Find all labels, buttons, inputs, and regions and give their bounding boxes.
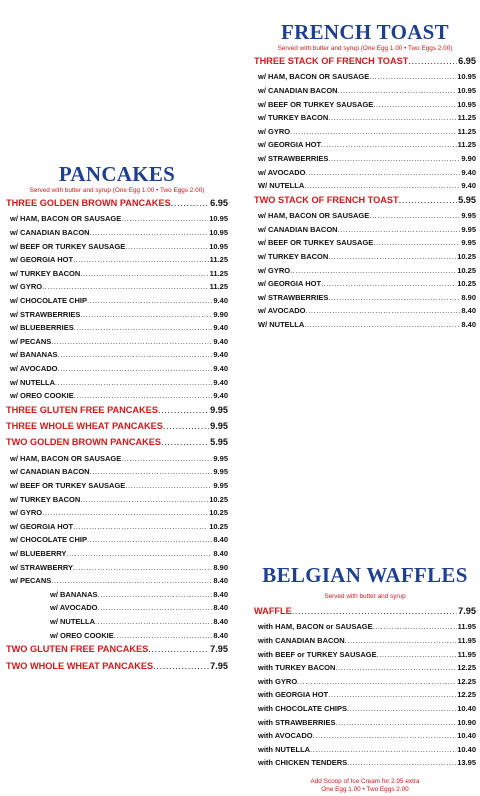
menu-item [6, 522, 228, 536]
menu-item-name: w/ GEORGIA HOT [258, 279, 322, 289]
menu-item [6, 590, 228, 604]
menu-item [254, 195, 476, 211]
dot-leader [399, 195, 458, 205]
dot-leader [51, 576, 212, 585]
pancakes-section [6, 162, 228, 677]
dot-leader [336, 718, 457, 727]
menu-item [6, 467, 228, 481]
menu-item-price: 9.40 [213, 377, 228, 387]
dot-leader [55, 378, 212, 387]
dot-leader [373, 100, 456, 109]
dot-leader [347, 758, 456, 767]
menu-item-name: w/ GEORGIA HOT [258, 140, 322, 150]
menu-item [6, 337, 228, 351]
menu-item-price: 9.40 [213, 363, 228, 373]
menu-item [254, 86, 476, 100]
menu-item-price: 9.95 [210, 404, 228, 415]
menu-item-name: w/ CANADIAN BACON [258, 224, 338, 234]
dot-leader [328, 154, 460, 163]
menu-item-price: 8.40 [213, 589, 228, 599]
menu-item-name: TWO WHOLE WHEAT PANCAKES [6, 660, 154, 671]
dot-leader [171, 198, 209, 208]
menu-item-name: with CHICKEN TENDERS [258, 758, 348, 768]
menu-item-price: 9.95 [213, 453, 228, 463]
menu-item-price: 10.25 [457, 265, 476, 275]
dot-leader [335, 663, 456, 672]
menu-item-price: 10.95 [457, 85, 476, 95]
menu-item-price: 8.40 [213, 630, 228, 640]
menu-item [6, 535, 228, 549]
menu-item [6, 255, 228, 269]
menu-item [6, 391, 228, 405]
menu-item-price: 11.25 [209, 268, 228, 278]
menu-item-name: w/ CANADIAN BACON [10, 467, 90, 477]
menu-item-name: W/ NUTELLA [258, 181, 305, 191]
menu-item [254, 320, 476, 334]
menu-item [254, 306, 476, 320]
menu-item-price: 10.25 [457, 279, 476, 289]
dot-leader [125, 481, 212, 490]
menu-item [254, 650, 476, 664]
menu-item-price: 10.25 [209, 508, 228, 518]
menu-item-price: 12.25 [457, 690, 476, 700]
pancakes-title: PANCAKES [58, 162, 176, 186]
dot-leader [373, 622, 457, 631]
menu-item [254, 238, 476, 252]
menu-item [254, 636, 476, 650]
menu-item-name: w/ GYRO [10, 282, 43, 292]
menu-item [254, 704, 476, 718]
menu-item-name: w/ BLUEBERRIES [10, 323, 74, 333]
menu-item-name: w/ CANADIAN BACON [10, 227, 90, 237]
menu-item-price: 9.95 [461, 211, 476, 221]
menu-item-price: 9.40 [461, 167, 476, 177]
dot-leader [90, 228, 209, 237]
menu-item-name: w/ GYRO [10, 508, 43, 518]
dot-leader [95, 617, 212, 626]
waffles-subtitle: Served with butter and syrup [324, 593, 406, 600]
menu-item-name: with GYRO [258, 676, 298, 686]
menu-item [6, 310, 228, 324]
menu-item [6, 378, 228, 392]
menu-item-name: w/ GYRO [258, 265, 291, 275]
dot-leader [98, 590, 213, 599]
menu-item-price: 5.95 [210, 437, 228, 448]
menu-item-price: 10.95 [457, 72, 476, 82]
dot-leader [408, 56, 457, 66]
menu-item [254, 293, 476, 307]
menu-item-name: w/ TURKEY BACON [258, 113, 329, 123]
menu-item-name: w/ NUTELLA [10, 377, 55, 387]
menu-item-name: w/ AVOCADO [50, 603, 98, 613]
menu-item-name: w/ GEORGIA HOT [10, 521, 74, 531]
menu-item-price: 8.40 [213, 535, 228, 545]
dot-leader [153, 661, 209, 671]
menu-item-price: 9.95 [213, 467, 228, 477]
dot-leader [369, 72, 456, 81]
dot-leader [163, 421, 209, 431]
dot-leader [161, 437, 209, 447]
menu-item-price: 8.40 [213, 603, 228, 613]
menu-item-name: w/ PECANS [10, 336, 52, 346]
dot-leader [292, 606, 457, 616]
menu-item [6, 421, 228, 437]
dot-leader [290, 127, 457, 136]
menu-item [254, 606, 476, 622]
menu-item-price: 9.95 [210, 421, 228, 432]
waffles-list [254, 606, 476, 772]
menu-item [6, 644, 228, 660]
menu-item [254, 72, 476, 86]
dot-leader [74, 323, 213, 332]
menu-item-name: W/ NUTELLA [258, 319, 305, 329]
menu-item [6, 364, 228, 378]
menu-item [6, 437, 228, 453]
dot-leader [87, 296, 212, 305]
menu-item [6, 481, 228, 495]
menu-item-price: 10.95 [457, 99, 476, 109]
menu-item-price: 10.90 [457, 717, 476, 727]
menu-item [254, 127, 476, 141]
menu-item [6, 242, 228, 256]
dot-leader [321, 140, 457, 149]
menu-item-name: w/ NUTELLA [50, 617, 95, 626]
menu-item-name: with AVOCADO [258, 731, 313, 741]
menu-item-name: with CANADIAN BACON [258, 635, 345, 645]
menu-item-name: w/ OREO COOKIE [50, 630, 114, 640]
menu-item [254, 211, 476, 225]
menu-item [6, 617, 228, 631]
menu-item-price: 9.95 [213, 481, 228, 491]
dot-leader [304, 320, 460, 329]
dot-leader [373, 238, 460, 247]
dot-leader [290, 266, 456, 275]
menu-item-price: 9.40 [213, 336, 228, 346]
dot-leader [304, 181, 460, 190]
menu-item-price: 9.40 [461, 181, 476, 191]
menu-item [6, 603, 228, 617]
dot-leader [125, 242, 208, 251]
dot-leader [58, 364, 213, 373]
dot-leader [80, 495, 208, 504]
menu-item [6, 269, 228, 283]
menu-item-price: 5.95 [458, 194, 476, 205]
menu-item-name: w/ BLUEBERRY [10, 549, 67, 559]
menu-item-name: w/ STRAWBERRY [10, 562, 74, 572]
dot-leader [114, 631, 213, 640]
menu-item-name: w/ TURKEY BACON [10, 268, 81, 278]
french-toast-section [254, 20, 476, 333]
menu-item [254, 731, 476, 745]
menu-item-price: 11.95 [457, 622, 476, 632]
menu-item-price: 11.95 [457, 649, 476, 659]
menu-item-price: 8.90 [461, 292, 476, 302]
menu-item [6, 296, 228, 310]
menu-item [254, 758, 476, 772]
menu-item-price: 9.40 [213, 350, 228, 360]
dot-leader [328, 690, 456, 699]
menu-item [254, 56, 476, 72]
dot-leader [313, 731, 457, 740]
menu-item-price: 9.40 [213, 391, 228, 401]
menu-item-name: w/ AVOCADO [258, 306, 306, 316]
dot-leader [80, 269, 208, 278]
menu-item-price: 8.90 [213, 562, 228, 572]
dot-leader [121, 214, 208, 223]
menu-item-price: 10.25 [209, 521, 228, 531]
menu-item-price: 6.95 [458, 56, 476, 66]
dot-leader [51, 337, 212, 346]
menu-item-price: 9.40 [213, 323, 228, 333]
menu-item-name: with HAM, BACON or SAUSAGE [258, 622, 373, 632]
menu-item [6, 198, 228, 214]
menu-item-name: w/ HAM, BACON OR SAUSAGE [10, 214, 122, 224]
menu-item-name: w/ BANANAS [10, 350, 58, 360]
menu-item [254, 718, 476, 732]
dot-leader [66, 549, 212, 558]
menu-item-name: w/ STRAWBERRIES [258, 153, 329, 163]
menu-item-price: 8.40 [461, 306, 476, 316]
menu-item-name: w/ AVOCADO [258, 167, 306, 177]
menu-item-name: w/ OREO COOKIE [10, 391, 74, 401]
dot-leader [80, 310, 212, 319]
menu-item [254, 690, 476, 704]
dot-leader [321, 279, 456, 288]
menu-item-price: 11.95 [457, 635, 476, 645]
menu-item-name: w/ BANANAS [50, 589, 98, 599]
menu-item [6, 454, 228, 468]
menu-item-price: 13.95 [457, 758, 476, 768]
menu-item [254, 252, 476, 266]
menu-item-name: w/ BEEF OR TURKEY SAUSAGE [258, 99, 374, 109]
menu-item-name: with TURKEY BACON [258, 663, 336, 673]
menu-item-name: w/ BEEF OR TURKEY SAUSAGE [10, 241, 126, 251]
menu-item-name: with NUTELLA [258, 744, 311, 754]
menu-item [6, 350, 228, 364]
menu-item [6, 576, 228, 590]
menu-item-name: w/ STRAWBERRIES [258, 292, 329, 302]
menu-item-price: 11.25 [457, 140, 476, 150]
dot-leader [328, 293, 460, 302]
menu-item-name: w/ STRAWBERRIES [10, 309, 81, 319]
waffles-section [254, 563, 476, 794]
menu-item-name: w/ HAM, BACON OR SAUSAGE [10, 453, 122, 463]
dot-leader [328, 252, 456, 261]
dot-leader [347, 704, 456, 713]
menu-item-name: TWO GOLDEN BROWN PANCAKES [6, 437, 161, 448]
menu-item-price: 10.40 [457, 744, 476, 754]
menu-item-price: 11.25 [209, 255, 228, 265]
menu-item-name: w/ TURKEY BACON [258, 251, 329, 261]
menu-item [6, 282, 228, 296]
menu-item [254, 168, 476, 182]
menu-item-name: w/ AVOCADO [10, 363, 58, 373]
dot-leader [158, 405, 209, 415]
dot-leader [328, 113, 456, 122]
menu-item-price: 11.25 [457, 126, 476, 136]
dot-leader [306, 306, 461, 315]
menu-item-name: THREE GLUTEN FREE PANCAKES [6, 404, 158, 415]
menu-item-price: 8.40 [213, 576, 228, 586]
menu-item [254, 154, 476, 168]
menu-item-name: w/ HAM, BACON OR SAUSAGE [258, 211, 370, 221]
menu-item-name: TWO GLUTEN FREE PANCAKES [6, 644, 149, 655]
french-toast-list [254, 56, 476, 333]
menu-item-price: 10.25 [457, 251, 476, 261]
french-toast-subtitle: Served with butter and syrup (One Egg 1.00 • Two Eggs 2.00) [277, 45, 453, 52]
menu-item-name: w/ GEORGIA HOT [10, 255, 74, 265]
menu-item [254, 140, 476, 154]
menu-item-price: 10.40 [457, 731, 476, 741]
menu-item-name: w/ BEEF OR TURKEY SAUSAGE [10, 481, 126, 491]
menu-item-price: 10.25 [209, 494, 228, 504]
menu-item-price: 8.40 [213, 549, 228, 559]
menu-item-price: 12.25 [457, 676, 476, 686]
menu-item-name: w/ BEEF OR TURKEY SAUSAGE [258, 238, 374, 248]
menu-item-name: w/ CHOCOLATE CHIP [10, 535, 87, 545]
menu-item [254, 663, 476, 677]
menu-item [254, 622, 476, 636]
menu-item-name: TWO STACK OF FRENCH TOAST [254, 194, 399, 205]
menu-item [6, 661, 228, 677]
menu-item-name: WAFFLE [254, 606, 292, 616]
dot-leader [73, 563, 212, 572]
menu-item-price: 10.95 [209, 214, 228, 224]
dot-leader [369, 211, 460, 220]
waffles-title: BELGIAN WAFFLES [262, 563, 468, 587]
menu-item [254, 181, 476, 195]
menu-item [254, 113, 476, 127]
menu-item-name: w/ HAM, BACON OR SAUSAGE [258, 72, 370, 82]
pancakes-subtitle: Served with butter and syrup (One Egg 1.00 • Two Eggs 2.00) [29, 187, 205, 194]
menu-item-name: THREE GOLDEN BROWN PANCAKES [6, 198, 171, 208]
menu-item-name: THREE WHOLE WHEAT PANCAKES [6, 421, 163, 432]
menu-item [254, 266, 476, 280]
menu-item-price: 10.95 [209, 227, 228, 237]
menu-item [254, 677, 476, 691]
menu-item-price: 8.40 [213, 617, 228, 626]
menu-item-price: 10.40 [457, 703, 476, 713]
menu-item [254, 100, 476, 114]
menu-item [6, 214, 228, 228]
dot-leader [338, 225, 461, 234]
menu-item [6, 508, 228, 522]
menu-item-price: 8.40 [461, 319, 476, 329]
menu-item-name: w/ CANADIAN BACON [258, 85, 338, 95]
dot-leader [306, 168, 461, 177]
dot-leader [148, 644, 209, 654]
menu-item-name: w/ GYRO [258, 126, 291, 136]
dot-leader [310, 745, 456, 754]
menu-item-name: with GEORGIA HOT [258, 690, 329, 700]
pancakes-list [6, 198, 228, 677]
dot-leader [87, 535, 212, 544]
menu-item-price: 9.40 [213, 295, 228, 305]
dot-leader [121, 454, 212, 463]
menu-item-name: with CHOCOLATE CHIPS [258, 703, 348, 713]
menu-item [6, 323, 228, 337]
menu-item [6, 495, 228, 509]
french-toast-title: FRENCH TOAST [281, 20, 449, 44]
dot-leader [338, 86, 457, 95]
menu-item-price: 9.90 [461, 153, 476, 163]
dot-leader [377, 650, 457, 659]
menu-item-price: 7.95 [210, 644, 228, 655]
dot-leader [98, 603, 213, 612]
dot-leader [73, 255, 209, 264]
menu-item [6, 563, 228, 577]
dot-leader [58, 350, 213, 359]
menu-item-name: w/ TURKEY BACON [10, 494, 81, 504]
dot-leader [42, 282, 209, 291]
menu-item [6, 549, 228, 563]
menu-item-name: with STRAWBERRIES [258, 717, 336, 727]
dot-leader [73, 522, 208, 531]
menu-item-price: 9.95 [461, 238, 476, 248]
menu-item-price: 7.95 [210, 660, 228, 671]
menu-item-price: 6.95 [210, 198, 228, 208]
menu-item-price: 12.25 [457, 663, 476, 673]
menu-item [254, 745, 476, 759]
menu-item [254, 279, 476, 293]
dot-leader [297, 677, 456, 686]
dot-leader [74, 391, 213, 400]
waffles-footer-eggs: One Egg 1.00 • Two Eggs 2.00 [321, 785, 409, 793]
menu-item-name: THREE STACK OF FRENCH TOAST [254, 56, 409, 66]
menu-item-price: 9.90 [213, 309, 228, 319]
dot-leader [90, 467, 213, 476]
waffles-footer-ice-cream: Add Scoop of Ice Cream for 2.95 extra [310, 777, 420, 785]
menu-item-price: 9.95 [461, 224, 476, 234]
menu-item-price: 10.95 [209, 241, 228, 251]
dot-leader [42, 508, 208, 517]
menu-item-price: 11.25 [457, 113, 476, 123]
menu-item-name: with BEEF or TURKEY SAUSAGE [258, 649, 377, 659]
menu-item [254, 225, 476, 239]
menu-item [6, 228, 228, 242]
menu-item-name: w/ PECANS [10, 576, 52, 586]
menu-item [6, 631, 228, 645]
menu-item-price: 11.25 [209, 282, 228, 292]
menu-item [6, 405, 228, 421]
menu-item-price: 7.95 [458, 606, 476, 616]
menu-item-name: w/ CHOCOLATE CHIP [10, 295, 87, 305]
dot-leader [345, 636, 457, 645]
